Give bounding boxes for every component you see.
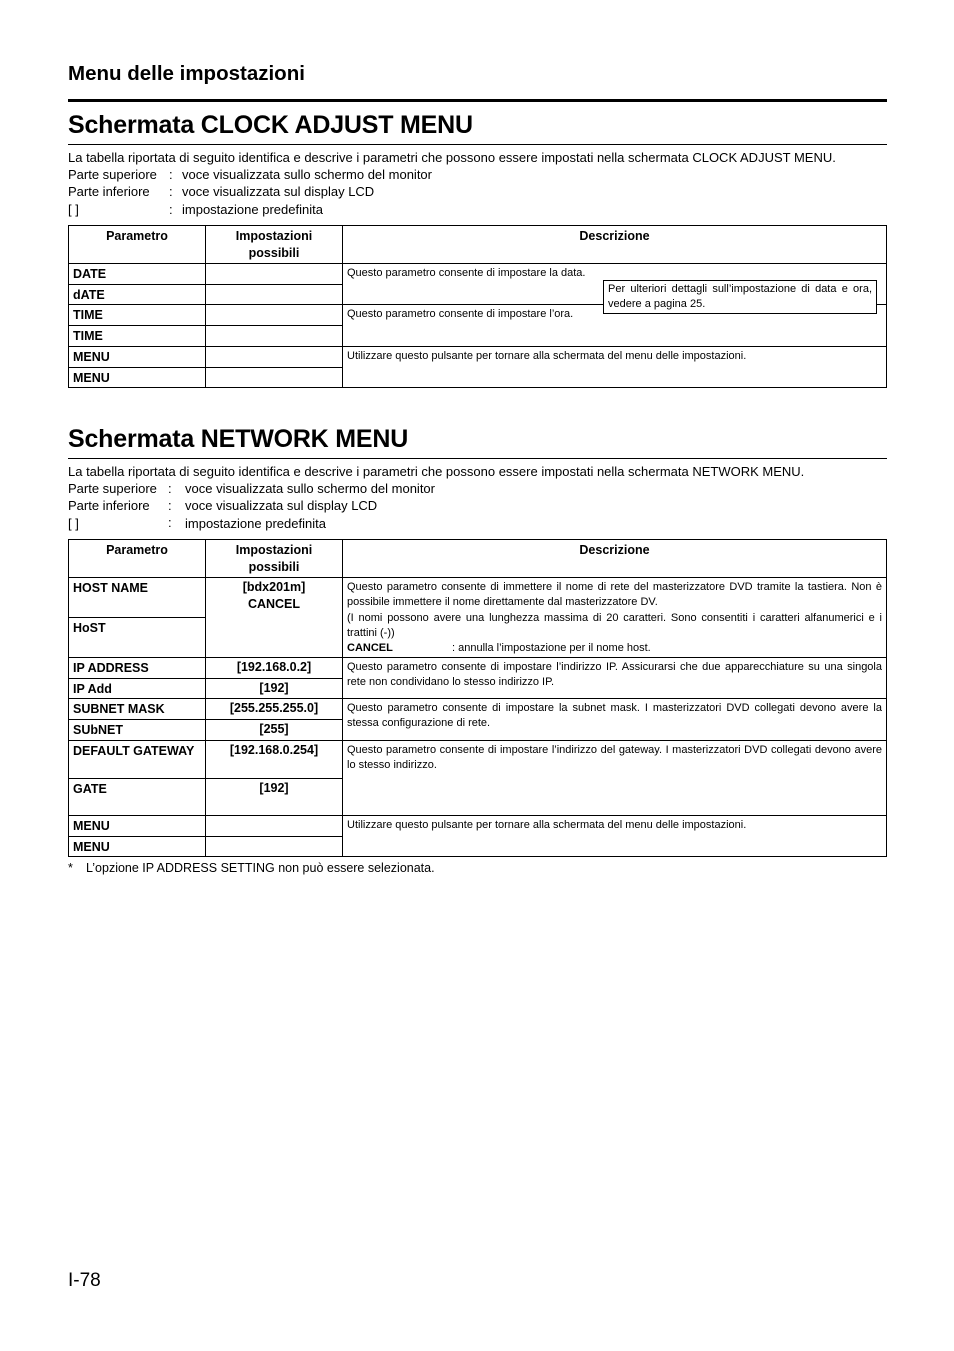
param-lcd-name: MENU <box>69 368 206 388</box>
network-intro <box>68 463 804 532</box>
param-lcd-name: HoST <box>69 618 206 658</box>
param-description: Questo parametro consente di impostare l’indirizzo IP. Assicurarsi che due apparecchiature su una singola rete non condividano lo stesso indirizzo IP. <box>343 658 887 699</box>
legend-text: voce visualizzata sul display LCD <box>182 184 375 200</box>
legend-sep: : <box>169 184 173 200</box>
table-row <box>69 816 887 837</box>
table-row <box>69 699 887 720</box>
param-description: Questo parametro consente di impostare l’indirizzo del gateway. I masterizzatori DVD collegati devono avere lo stesso indirizzo. <box>343 741 887 816</box>
table-row <box>69 658 887 679</box>
legend-text: voce visualizzata sul display LCD <box>185 498 378 514</box>
param-name: DATE <box>69 264 206 285</box>
param-value: CANCEL <box>247 597 301 611</box>
param-values <box>206 578 343 658</box>
legend-key: Parte superiore <box>68 481 157 497</box>
legend-sep: : <box>168 481 172 496</box>
footnote-text: L’opzione IP ADDRESS SETTING non può essere selezionata. <box>86 861 435 875</box>
param-description: Questo parametro consente di impostare la data. <box>343 264 887 305</box>
table-row <box>69 741 887 779</box>
table-header-row <box>69 226 887 264</box>
param-lcd-name: TIME <box>69 326 206 347</box>
column-header-settings: Impostazioni possibili <box>206 226 343 264</box>
param-description: Utilizzare questo pulsante per tornare alla schermata del menu delle impostazioni. <box>343 816 887 857</box>
clock-section-rule <box>68 144 887 145</box>
legend-sep: : <box>169 167 173 183</box>
param-lcd-name: SUbNET <box>69 720 206 741</box>
param-lcd-value: [255] <box>206 720 343 741</box>
param-name: IP ADDRESS <box>69 658 206 679</box>
legend-text: voce visualizzata sullo schermo del monitor <box>185 481 435 497</box>
column-header-settings: Impostazioni possibili <box>206 540 343 578</box>
param-value <box>206 305 343 326</box>
param-lcd-name: GATE <box>69 779 206 816</box>
table-row <box>69 347 887 368</box>
network-legend-seps <box>168 480 172 532</box>
param-lcd-value <box>206 837 343 857</box>
param-lcd-name: MENU <box>69 837 206 857</box>
network-section-rule <box>68 458 887 459</box>
legend-key: Parte superiore <box>68 167 157 183</box>
column-header-param: Parametro <box>69 226 206 264</box>
table-row <box>69 578 887 618</box>
param-lcd-name: IP Add <box>69 679 206 699</box>
param-lcd-value: [192] <box>206 779 343 816</box>
legend-sep: : <box>168 498 172 514</box>
param-value <box>206 347 343 368</box>
param-name: TIME <box>69 305 206 326</box>
footnote <box>68 861 435 875</box>
param-value: [255.255.255.0] <box>206 699 343 720</box>
network-legend-row <box>68 497 804 514</box>
param-value: [192.168.0.254] <box>206 741 343 779</box>
legend-sep: : <box>168 515 172 531</box>
legend-key: Parte inferiore <box>68 184 150 200</box>
param-lcd-name: dATE <box>69 285 206 305</box>
param-value <box>206 264 343 285</box>
column-header-param: Parametro <box>69 540 206 578</box>
param-name: DEFAULT GATEWAY <box>69 741 206 779</box>
param-lcd-value <box>206 368 343 388</box>
param-description: Questo parametro consente di impostare l’ora. <box>343 305 887 347</box>
legend-key: [ ] <box>68 201 79 217</box>
param-name: SUBNET MASK <box>69 699 206 720</box>
legend-sep: : <box>169 201 173 217</box>
param-lcd-value <box>206 285 343 305</box>
page-number: I-78 <box>68 1270 101 1291</box>
param-value: [bdx201m] <box>242 580 306 594</box>
clock-intro <box>68 149 836 218</box>
param-value <box>206 816 343 837</box>
table-header-row <box>69 540 887 578</box>
param-lcd-value <box>206 326 343 347</box>
legend-key: [ ] <box>68 515 79 531</box>
header-rule <box>68 99 887 102</box>
param-description-text: (I nomi possono avere una lunghezza massima di 20 caratteri. Sono consentiti i caratteri alfanumerici e i trattini (-)) <box>347 611 882 639</box>
clock-legend-row <box>68 183 836 200</box>
legend-text: impostazione predefinita <box>182 201 323 217</box>
network-intro-text: La tabella riportata di seguito identifica e descrive i parametri che possono essere impostati nella schermata NETWORK MENU. <box>68 464 805 479</box>
footnote-marker: * <box>68 861 73 875</box>
param-description: Utilizzare questo pulsante per tornare alla schermata del menu delle impostazioni. <box>343 347 887 388</box>
cancel-key: CANCEL <box>347 642 393 655</box>
clock-section-title: Schermata CLOCK ADJUST MENU <box>68 111 473 139</box>
param-description-text: Questo parametro consente di immettere il nome di rete del masterizzatore DVD tramite la tastiera. Non è possibile immettere il nome direttamente dal masterizzatore DV. <box>347 581 882 609</box>
param-name: HOST NAME <box>69 578 206 618</box>
column-header-desc: Descrizione <box>343 226 887 264</box>
param-value: [192.168.0.2] <box>206 658 343 679</box>
clock-intro-text: La tabella riportata di seguito identifica e descrive i parametri che possono essere impostati nella schermata CLOCK ADJUST MENU. <box>68 150 836 165</box>
network-table <box>68 539 887 857</box>
network-section-title: Schermata NETWORK MENU <box>68 425 409 453</box>
network-legend-row <box>68 480 804 497</box>
param-description: Questo parametro consente di impostare la subnet mask. I masterizzatori DVD collegati devono avere la stessa configurazione di rete. <box>343 699 887 741</box>
legend-text: impostazione predefinita <box>185 515 326 531</box>
page-header-title: Menu delle impostazioni <box>68 62 305 85</box>
param-name: MENU <box>69 816 206 837</box>
cancel-note <box>347 641 882 656</box>
clock-legend-row <box>68 201 836 218</box>
param-lcd-value: [192] <box>206 679 343 699</box>
param-description <box>343 578 887 658</box>
clock-legend-row <box>68 166 836 183</box>
cancel-text: : annulla l’impostazione per il nome host. <box>452 642 651 655</box>
legend-key: Parte inferiore <box>68 498 150 514</box>
network-legend-row <box>68 515 804 532</box>
param-name: MENU <box>69 347 206 368</box>
legend-text: voce visualizzata sullo schermo del monitor <box>182 167 432 183</box>
date-time-note: Per ulteriori dettagli sull’impostazione di data e ora, vedere a pagina 25. <box>603 280 877 314</box>
column-header-desc: Descrizione <box>343 540 887 578</box>
